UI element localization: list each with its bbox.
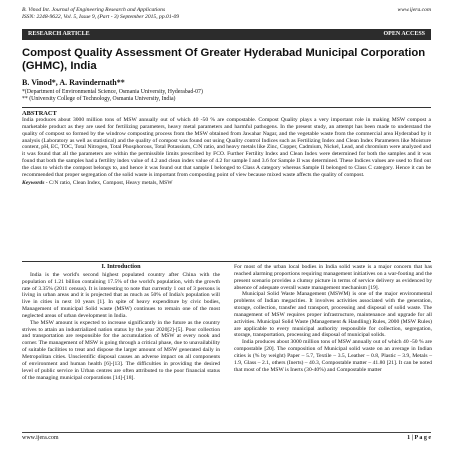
- article-type-bar: [22, 29, 431, 40]
- body-paragraph: India produces about 3000 million tons of MSW annually out of which 40 -50 % are compostable [20]. The composition of Municipal solid waste on an average in Indian cities is (% by weight) Paper – 5.7, Textile – 3.5, Leather – 0.8, Plastic – 3.9, Metals – 1.9, Glass – 2.1, others (Inerts) – 40.3, Compostable matter – 41.80 [21]. It can be noted that most of the MSW is Inerts (30-40%) and Compostable matter: [234, 339, 432, 373]
- affiliation-1: *(Department of Environmental Science, Osmania University, Hyderabad-07): [22, 89, 203, 95]
- abstract-text: India produces about 3000 million tons of MSW annually out of which 40 -50 % are compostable. Compost Quality plays a very important role in making MSW compost a marketable product as they are used for fertilizing parameters, heavy metal parameters and harmful pathogens. In the present study, an attempt has been made to understand the quality of compost so formed by the windrow composting process from the MSW obtained from Jawahar Nagar, and the vegetable waste from the commercial area Hyderabad by it analysis (Laboratory as well as statistical) and the quality of compost was found out using Quality control Indices such as Fertilizing Index and Clean Index Parameters like Moisture content, pH, EC, TOC, Total Nitrogen, Total Phosphorous, Total Potassium, C/N ratio, and heavy metals like Zinc, Copper, Cadmium, Nickel, Lead, and chromium were analyzed and it was found that all the parameters are within the permissible limits prescribed by FCO. Further Fertility Index and Clean Index were determined for both the samples and it was found that both the samples had a fertility index value of 4.2 and clean index value of 4.2 for sample I and 3.6 for Sample II was determined. These Indices values are used to find out the class to which the compost belongs to, and hence it was found out that sample I belonged to Class A category whereas Sample II belonged to Class C category. Hence it can be recommended that proper segregation of the solid waste is important from composting point of view because mixed waste affects the quality of compost.: [22, 117, 431, 178]
- page-header: [22, 6, 431, 30]
- right-column: [234, 264, 432, 374]
- author-list: B. Vinod*, A. Ravindernath**: [22, 78, 125, 87]
- affiliation-2: ** (University College of Technology, Osmania University, India): [22, 96, 176, 102]
- journal-line-2: ISSN: 2248-9622, Vol. 5, Issue 9, (Part - 3) September 2015, pp.01-09: [22, 14, 180, 20]
- body-paragraph: Municipal Solid Waste Management (MSWM) is one of the major environmental problems of Indian megacities. It involves activities associated with the generation, storage, collection, transfer and transport, processing and disposal of solid waste. The management of MSW requires proper infrastructure, maintenance and upgrade for all activities. Municipal Solid Waste (Management & Handling) Rules, 2000 (MSW Rules) are applicable to every municipal authority responsible for collection, segregation, storage, transportation, processing and disposal of municipal solids.: [234, 291, 432, 339]
- intro-paragraph: The MSW amount is expected to increase significantly in the future as the country strives to attain an industrialized nation status by the year 2020[2]-[5]. Poor collection and transportation are responsible for the accumulation of MSW at every nook and corner. The management of MSW is going through a critical phase, due to unavailability of suitable facilities to treat and dispose the larger amount of MSW generated daily in Metropolitan cities. Unscientific disposal causes an adverse impact on all components of environment and human health [6]-[13]. The difficulties in providing the desired level of public service in Urban centres are often attributed to the poor financial status of the managing municipal corporations [14]-[18].: [22, 319, 220, 381]
- keywords-label: Keywords: [22, 179, 45, 186]
- footer-site-link[interactable]: www.ijera.com: [22, 435, 59, 441]
- header-site-link[interactable]: www.ijera.com: [397, 7, 431, 13]
- page-number: 1 | P a g e: [407, 435, 431, 441]
- page-footer: [22, 432, 431, 444]
- research-article-label: RESEARCH ARTICLE: [28, 31, 90, 37]
- keywords-list: - C/N ratio, Clean Index, Compost, Heavy metals, MSW: [44, 179, 173, 186]
- paper-title: Compost Quality Assessment Of Greater Hyderabad Municipal Corporation (GHMC), India: [22, 47, 426, 72]
- keywords-line: [22, 180, 431, 186]
- introduction-heading: I. Introduction: [101, 263, 141, 270]
- open-access-label: OPEN ACCESS: [383, 31, 425, 37]
- left-column: [22, 264, 220, 381]
- intro-paragraph: India is the world's second highest populated country after China with the population of 1.21 billion containing 17.5% of the world's population, with the growth rate of 3.35% (2011 census). It is interesting to note that currently 1 out of 3 persons is living in urban areas and it is projected that as much as 50% of India's population will live in cities in next 10 years [1]. In spite of heavy expenditure by civic bodies, Management of municipal Solid waste (MSW) continues to remain one of the most neglected areas of urban development in India.: [22, 271, 220, 319]
- affiliations: [22, 89, 203, 103]
- journal-citation: [22, 7, 179, 21]
- abstract-heading: ABSTRACT: [22, 110, 57, 117]
- abstract-box: [22, 107, 431, 262]
- journal-line-1: B. Vinod Int. Journal of Engineering Research and Applications: [22, 7, 166, 13]
- body-paragraph: For most of the urban local bodies in India solid waste is a major concern that has reached alarming proportions requiring management initiatives on a war-footing and the present scenario provides a clumsy picture in terms of service delivery as evidenced by absence of adequate overall waste management mechanism [19].: [234, 264, 432, 291]
